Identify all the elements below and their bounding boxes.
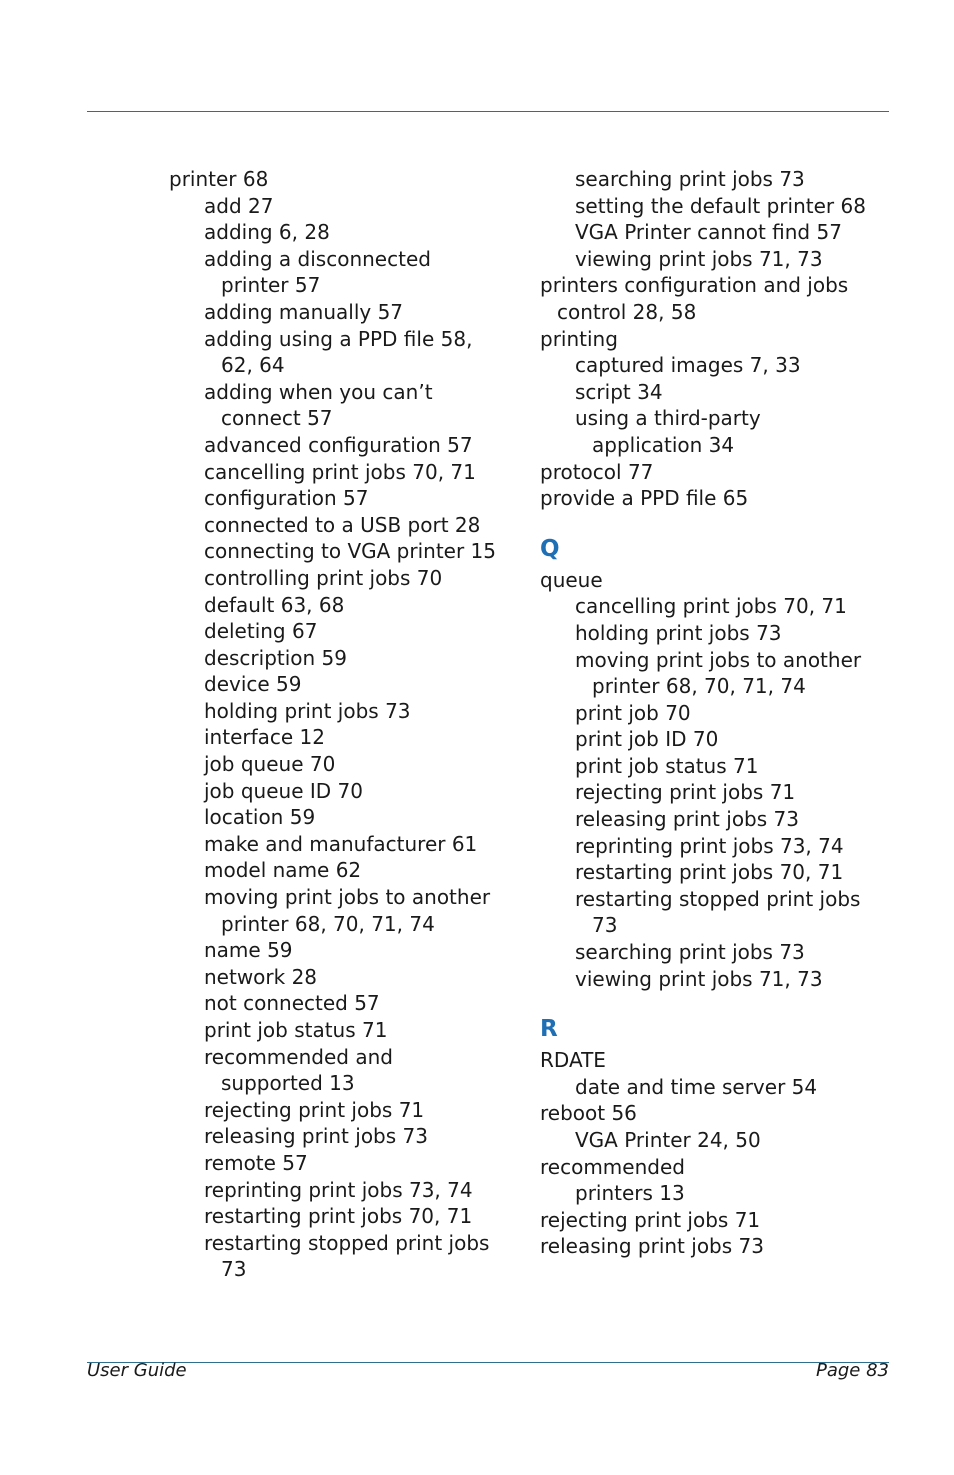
- index-entry-continuation: connect 57: [221, 406, 333, 431]
- index-entry-continuation: 73: [221, 1257, 247, 1282]
- index-subentry: make and manufacturer 61: [204, 831, 478, 856]
- index-entry-continuation: control 28, 58: [557, 299, 697, 324]
- index-entry: provide a PPD file 65: [540, 486, 749, 511]
- index-subentry: using a third-party: [575, 406, 761, 431]
- index-subentry: holding print jobs 73: [204, 698, 411, 723]
- index-subentry: adding a disconnected: [204, 246, 431, 271]
- index-subentry: cancelling print jobs 70, 71: [575, 594, 847, 619]
- index-subentry: connecting to VGA printer 15: [204, 539, 496, 564]
- index-subentry: controlling print jobs 70: [204, 565, 443, 590]
- footer-page-number: Page 83: [815, 1360, 889, 1381]
- index-entry: RDATE: [540, 1048, 606, 1073]
- index-entry-continuation: printer 68, 70, 71, 74: [221, 911, 435, 936]
- index-entry-continuation: supported 13: [221, 1071, 355, 1096]
- index-subentry: adding 6, 28: [204, 220, 330, 245]
- index-subentry: configuration 57: [204, 486, 369, 511]
- index-subentry: reprinting print jobs 73, 74: [204, 1177, 473, 1202]
- index-subentry: cancelling print jobs 70, 71: [204, 459, 476, 484]
- index-subentry: VGA Printer cannot find 57: [575, 220, 842, 245]
- index-subentry: adding manually 57: [204, 299, 404, 324]
- index-entry: rejecting print jobs 71: [540, 1207, 761, 1232]
- index-subentry: rejecting print jobs 71: [575, 780, 796, 805]
- index-subentry: interface 12: [204, 725, 326, 750]
- index-entry: reboot 56: [540, 1101, 637, 1126]
- index-subentry: restarting print jobs 70, 71: [575, 860, 844, 885]
- index-entry: protocol 77: [540, 459, 654, 484]
- index-subentry: setting the default printer 68: [575, 193, 866, 218]
- index-entry: queue: [540, 567, 603, 592]
- footer-guide-title: User Guide: [87, 1360, 187, 1381]
- index-subentry: advanced configuration 57: [204, 432, 473, 457]
- index-letter-heading: Q: [540, 535, 560, 562]
- index-subentry: moving print jobs to another: [204, 885, 491, 910]
- index-entry: printing: [540, 326, 618, 351]
- index-entry-continuation: 73: [592, 913, 618, 938]
- index-subentry: holding print jobs 73: [575, 620, 782, 645]
- index-subentry: not connected 57: [204, 991, 380, 1016]
- index-subentry: description 59: [204, 645, 348, 670]
- index-subentry: rejecting print jobs 71: [204, 1097, 425, 1122]
- index-subentry: releasing print jobs 73: [204, 1124, 428, 1149]
- index-subentry: restarting stopped print jobs: [575, 886, 861, 911]
- index-subentry: viewing print jobs 71, 73: [575, 966, 823, 991]
- index-subentry: name 59: [204, 938, 293, 963]
- index-subentry: add 27: [204, 193, 274, 218]
- index-entry-continuation: printer 68, 70, 71, 74: [592, 674, 806, 699]
- index-subentry: network 28: [204, 964, 318, 989]
- index-subentry: deleting 67: [204, 619, 318, 644]
- index-subentry: recommended and: [204, 1044, 393, 1069]
- index-entry-continuation: printer 57: [221, 273, 321, 298]
- index-entry: releasing print jobs 73: [540, 1234, 764, 1259]
- index-subentry: adding when you can’t: [204, 379, 433, 404]
- index-subentry: captured images 7, 33: [575, 353, 801, 378]
- index-subentry: print job ID 70: [575, 727, 719, 752]
- index-entry-continuation: application 34: [592, 432, 735, 457]
- index-subentry: model name 62: [204, 858, 362, 883]
- index-subentry: searching print jobs 73: [575, 940, 805, 965]
- index-subentry: print job status 71: [575, 753, 759, 778]
- index-subentry: script 34: [575, 379, 663, 404]
- index-subentry: viewing print jobs 71, 73: [575, 246, 823, 271]
- index-subentry: adding using a PPD file 58,: [204, 326, 473, 351]
- index-subentry: location 59: [204, 805, 316, 830]
- index-subentry: job queue 70: [204, 752, 336, 777]
- index-subentry: print job status 71: [204, 1018, 388, 1042]
- index-subentry: device 59: [204, 672, 302, 697]
- index-subentry: VGA Printer 24, 50: [575, 1128, 761, 1152]
- index-entry: printers configuration and jobs: [540, 273, 849, 298]
- index-subentry: default 63, 68: [204, 592, 345, 617]
- index-entry-continuation: 62, 64: [221, 353, 285, 378]
- index-entry: recommended: [540, 1154, 685, 1179]
- index-column-left: [169, 166, 509, 1283]
- index-subentry: print job 70: [575, 700, 691, 725]
- header-rule: [87, 111, 889, 112]
- index-subentry: moving print jobs to another: [575, 647, 862, 672]
- footer-rule: [87, 1362, 889, 1363]
- index-subentry: job queue ID 70: [204, 778, 363, 803]
- index-subentry: date and time server 54: [575, 1074, 818, 1099]
- index-subentry: restarting stopped print jobs: [204, 1230, 490, 1255]
- index-column-right: [540, 166, 880, 1260]
- index-subentry: restarting print jobs 70, 71: [204, 1204, 473, 1229]
- index-subentry: searching print jobs 73: [575, 167, 805, 191]
- index-subentry: remote 57: [204, 1150, 308, 1175]
- index-subentry: reprinting print jobs 73, 74: [575, 833, 844, 858]
- index-letter-heading: R: [540, 1016, 558, 1043]
- index-subentry: printers 13: [575, 1181, 685, 1206]
- index-entry: printer 68: [169, 167, 269, 191]
- index-subentry: releasing print jobs 73: [575, 807, 799, 832]
- index-subentry: connected to a USB port 28: [204, 512, 481, 537]
